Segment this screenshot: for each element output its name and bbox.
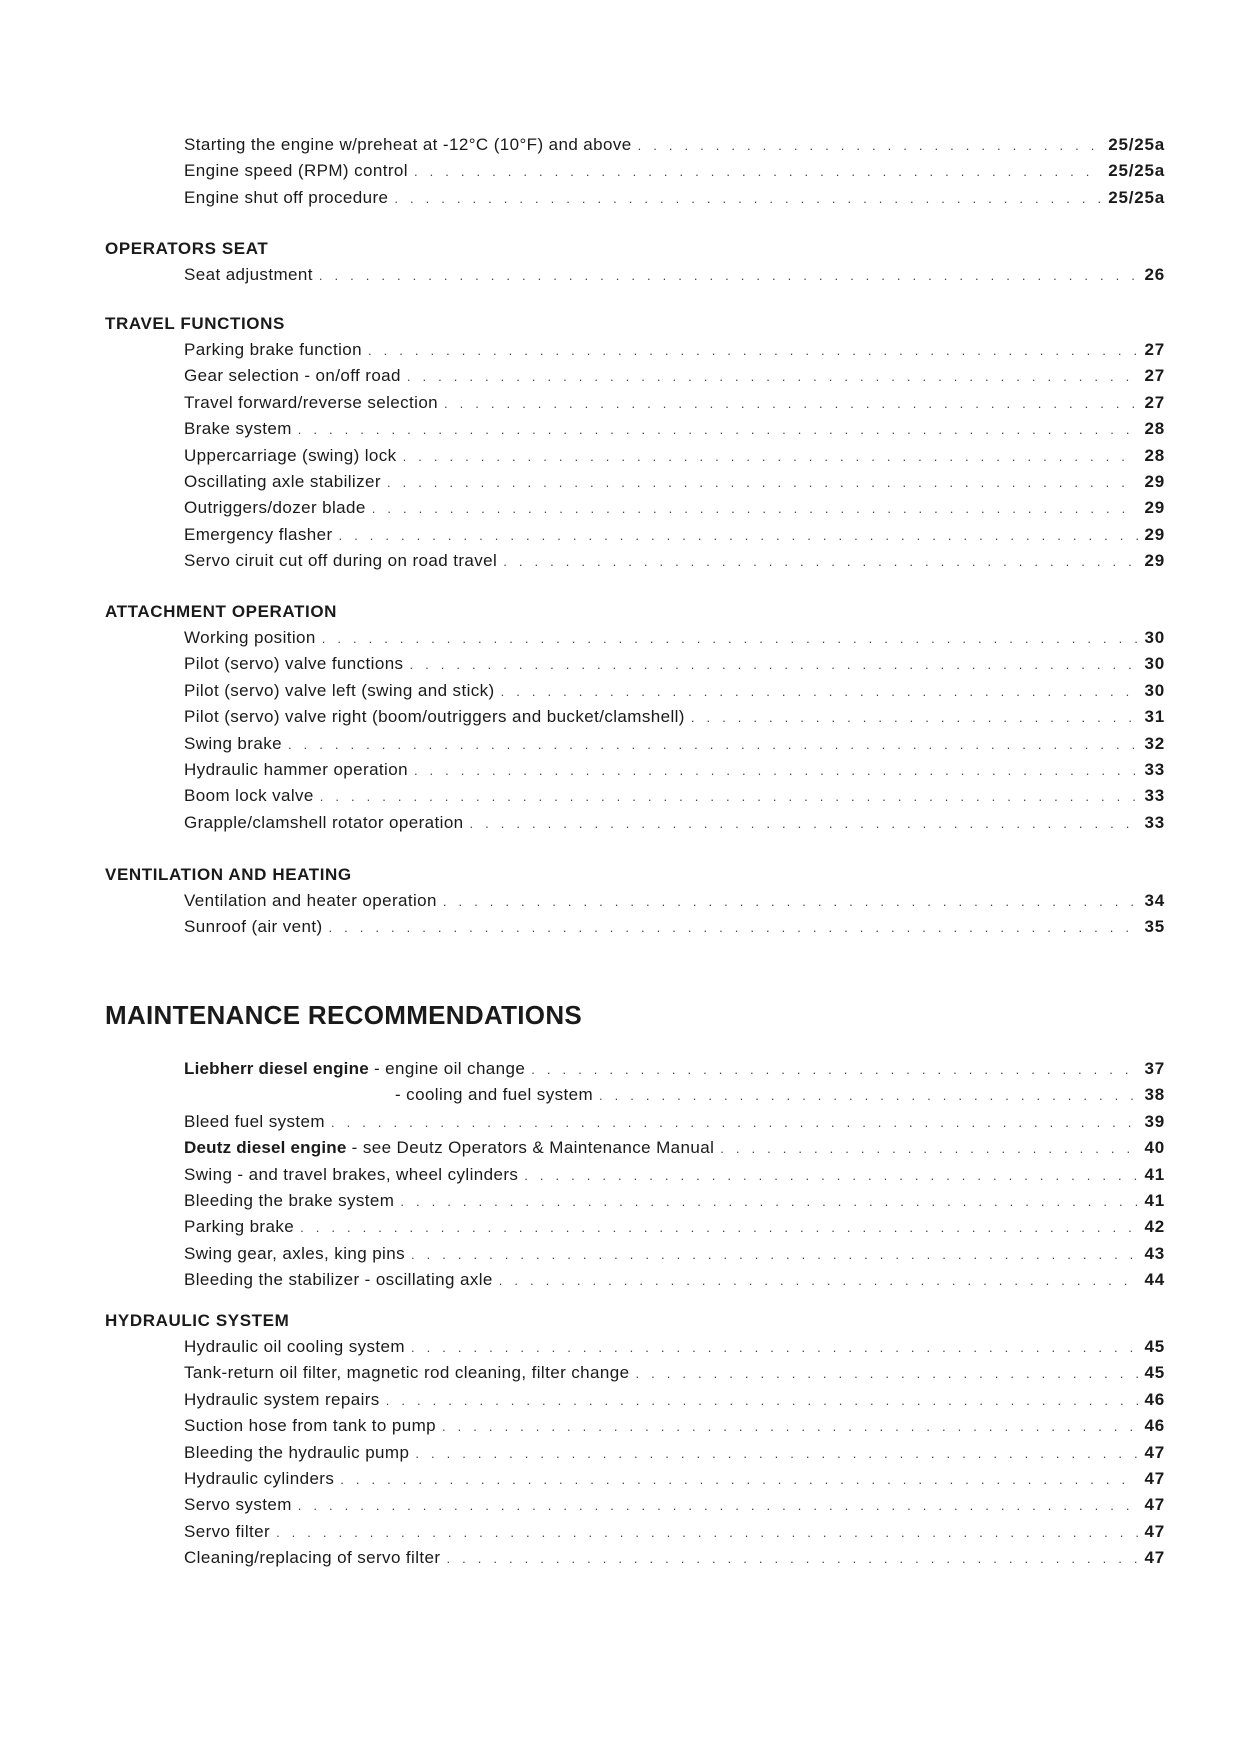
dot-leader	[415, 1441, 1138, 1467]
toc-entry[interactable]	[105, 1440, 1165, 1466]
toc-entry-title	[184, 1334, 405, 1360]
toc-entry-title-text: Hydraulic hammer operation	[184, 759, 408, 779]
toc-entry[interactable]	[105, 757, 1165, 783]
toc-page-number: 47	[1144, 1495, 1165, 1515]
dot-leader	[442, 1414, 1138, 1440]
dot-leader	[444, 391, 1138, 417]
toc-entry-title-text: Hydraulic oil cooling system	[184, 1337, 405, 1356]
dot-leader	[300, 1215, 1138, 1241]
toc-entry-title	[184, 1413, 436, 1439]
dot-leader	[386, 1388, 1139, 1414]
toc-entry[interactable]	[105, 495, 1165, 521]
toc-entry-title-text: Bleed fuel system	[184, 1111, 325, 1131]
toc-page-number: 43	[1144, 1243, 1165, 1263]
toc-entry-title-text: Servo system	[184, 1495, 292, 1515]
toc-entry-title	[184, 443, 397, 469]
toc-entry-title	[184, 1241, 405, 1267]
toc-entry-title	[184, 390, 438, 416]
toc-entry-title	[184, 337, 362, 363]
dot-leader	[499, 1268, 1139, 1294]
toc-page-number: 28	[1144, 445, 1165, 465]
dot-leader	[503, 549, 1138, 575]
toc-page-number: 33	[1144, 812, 1165, 832]
toc-page-number: 29	[1144, 498, 1165, 518]
dot-leader	[331, 1110, 1139, 1136]
toc-entry-title	[184, 625, 316, 651]
dot-leader	[411, 1242, 1138, 1268]
toc-page-number: 25/25a	[1108, 161, 1165, 181]
toc-entry-title	[184, 363, 401, 389]
dot-leader	[339, 523, 1139, 549]
toc-entry[interactable]	[105, 1162, 1165, 1188]
toc-page-number: 47	[1144, 1468, 1165, 1488]
toc-entry[interactable]	[105, 548, 1165, 574]
toc-page-number: 27	[1144, 340, 1165, 359]
toc-entry-title-text: Oscillating axle stabilizer	[184, 471, 381, 491]
toc-entry[interactable]	[105, 651, 1165, 677]
toc-page-number: 41	[1144, 1190, 1165, 1210]
toc-page-number: 25/25a	[1108, 135, 1165, 154]
toc-page-number: 25/25a	[1108, 187, 1165, 207]
toc-entry-title-text: Hydraulic cylinders	[184, 1468, 335, 1488]
toc-entry[interactable]	[105, 1387, 1165, 1413]
toc-entry-title-text: Tank-return oil filter, magnetic rod cleaning, filter change	[184, 1363, 630, 1383]
toc-page-number: 37	[1144, 1059, 1165, 1078]
toc-entry-title-text: Swing - and travel brakes, wheel cylinders	[184, 1164, 519, 1184]
toc-entry-title	[395, 1082, 593, 1108]
dot-leader	[414, 758, 1139, 784]
toc-page-number: 29	[1144, 471, 1165, 491]
toc-entry-title	[184, 704, 685, 730]
toc-page-number: 45	[1144, 1337, 1165, 1356]
toc-page-number: 40	[1144, 1138, 1165, 1158]
dot-leader	[322, 626, 1139, 652]
dot-leader	[320, 784, 1139, 810]
toc-entry-title-text: Pilot (servo) valve functions	[184, 654, 404, 674]
toc-entry-title	[184, 1387, 380, 1413]
dot-leader	[531, 1057, 1138, 1083]
toc-entry-title-text: Servo ciruit cut off during on road travel	[184, 551, 498, 571]
toc-entry-title	[184, 548, 497, 574]
toc-page-number: 45	[1144, 1363, 1165, 1383]
toc-entry-title	[184, 1360, 629, 1386]
toc-section-attachment-operation	[105, 599, 1165, 836]
toc-entry-title-text: Travel forward/reverse selection	[184, 392, 439, 412]
toc-section-travel-functions	[105, 311, 1165, 575]
toc-page-number: 33	[1144, 759, 1165, 779]
toc-entry-title-text: Pilot (servo) valve left (swing and stick)	[184, 680, 495, 700]
toc-entry-title-text: Bleeding the hydraulic pump	[184, 1442, 410, 1462]
toc-entry[interactable]	[105, 1466, 1165, 1492]
toc-entry-title	[184, 262, 313, 288]
toc-section-operators-seat	[105, 236, 1165, 288]
dot-leader	[340, 1467, 1138, 1493]
toc-entry-title-text: - cooling and fuel system	[395, 1085, 594, 1105]
dot-leader	[372, 496, 1139, 522]
toc-page-number: 30	[1144, 628, 1165, 647]
toc-entry[interactable]	[105, 625, 1165, 651]
toc-entry-title-text: Parking brake	[184, 1217, 295, 1237]
toc-page-number: 28	[1144, 419, 1165, 439]
toc-entry-title-text: Starting the engine w/preheat at -12°C (10°F) and above	[184, 135, 632, 154]
toc-section-heading: VENTILATION AND HEATING	[105, 865, 352, 884]
toc-entry-title	[184, 678, 495, 704]
toc-entry[interactable]	[105, 363, 1165, 389]
toc-entry[interactable]	[105, 810, 1165, 836]
dot-leader	[329, 915, 1139, 941]
toc-entry-title-text: Working position	[184, 628, 316, 647]
toc-entry-title	[184, 1519, 270, 1545]
toc-page-number: 32	[1144, 733, 1165, 753]
toc-page-number: 29	[1144, 551, 1165, 571]
toc-entry-title	[184, 158, 408, 184]
toc-entry-bold-title: Deutz diesel engine	[184, 1138, 347, 1158]
toc-entry-title-text: Sunroof (air vent)	[184, 917, 323, 937]
toc-entry-title-text: Bleeding the stabilizer - oscillating axle	[184, 1270, 493, 1290]
toc-entry-title	[184, 1545, 440, 1571]
toc-entry-title-text: - see Deutz Operators & Maintenance Manual	[346, 1138, 715, 1158]
toc-page-number: 39	[1144, 1111, 1165, 1131]
toc-page-number: 47	[1144, 1521, 1165, 1541]
dot-leader	[691, 705, 1139, 731]
toc-entry[interactable]	[105, 337, 1165, 363]
dot-leader	[470, 811, 1139, 837]
dot-leader	[638, 133, 1103, 159]
toc-entry-title	[184, 810, 464, 836]
toc-entry-title	[184, 1056, 525, 1082]
toc-section-ventilation-heating	[105, 862, 1165, 941]
toc-entry[interactable]	[105, 1056, 1165, 1082]
toc-page-number: 33	[1144, 786, 1165, 806]
toc-entry-title	[184, 495, 366, 521]
dot-leader	[409, 652, 1138, 678]
toc-page-number: 31	[1144, 707, 1165, 727]
dot-leader	[319, 263, 1139, 289]
toc-entry-title	[184, 522, 333, 548]
toc-entry-title-text: Swing gear, axles, king pins	[184, 1243, 405, 1263]
toc-entry-title	[184, 651, 403, 677]
toc-entry[interactable]	[105, 390, 1165, 416]
toc-entry[interactable]	[105, 132, 1165, 158]
toc-entry[interactable]	[105, 1545, 1165, 1571]
toc-entry-title-text: Grapple/clamshell rotator operation	[184, 812, 464, 832]
toc-entry-bold-title: Liebherr diesel engine	[184, 1059, 369, 1078]
toc-page-number: 30	[1144, 654, 1165, 674]
toc-entry-title	[184, 1188, 394, 1214]
dot-leader	[411, 1335, 1139, 1361]
toc-page-number: 42	[1144, 1217, 1165, 1237]
toc-entry-title	[184, 757, 408, 783]
toc-entry-title-text: Ventilation and heater operation	[184, 891, 437, 910]
toc-section-heading: HYDRAULIC SYSTEM	[105, 1311, 290, 1330]
toc-page-number: 34	[1144, 891, 1165, 910]
toc-entry-title-text: Emergency flasher	[184, 524, 333, 544]
toc-entry[interactable]	[105, 783, 1165, 809]
dot-leader	[387, 470, 1139, 496]
toc-entry-title	[184, 185, 388, 211]
toc-entry-title-text: Engine shut off procedure	[184, 187, 389, 207]
toc-entry-title	[184, 1214, 294, 1240]
toc-entry[interactable]	[105, 469, 1165, 495]
toc-entry-title-text: Parking brake function	[184, 340, 362, 359]
toc-entry-title-text: Swing brake	[184, 733, 282, 753]
toc-entry[interactable]	[105, 1413, 1165, 1439]
dot-leader	[368, 338, 1139, 364]
toc-entry[interactable]	[105, 262, 1165, 288]
toc-entry[interactable]	[105, 1214, 1165, 1240]
dot-leader	[443, 889, 1139, 915]
toc-entry[interactable]	[105, 704, 1165, 730]
toc-entry-title	[184, 914, 323, 940]
dot-leader	[501, 679, 1139, 705]
toc-entry-title-text: Servo filter	[184, 1521, 271, 1541]
toc-section-engine	[105, 132, 1165, 211]
toc-entry-title-text: Cleaning/replacing of servo filter	[184, 1548, 441, 1568]
toc-entry-title-text: Boom lock valve	[184, 786, 314, 806]
toc-entry-title	[184, 731, 282, 757]
toc-entry-title-text: Hydraulic system repairs	[184, 1389, 380, 1409]
toc-entry-title-text: - engine oil change	[368, 1059, 526, 1078]
toc-entry-title-text: Seat adjustment	[184, 265, 313, 284]
toc-entry[interactable]	[105, 416, 1165, 442]
toc-entry-title	[184, 469, 381, 495]
dot-leader	[298, 1493, 1139, 1519]
toc-section-heading: OPERATORS SEAT	[105, 239, 269, 258]
dot-leader	[599, 1083, 1138, 1109]
toc-entry[interactable]	[105, 888, 1165, 914]
toc-entry[interactable]	[105, 1492, 1165, 1518]
toc-entry-title-text: Bleeding the brake system	[184, 1190, 395, 1210]
toc-entry-title	[184, 132, 632, 158]
toc-entry-title-text: Outriggers/dozer blade	[184, 498, 366, 518]
toc-entry[interactable]	[105, 678, 1165, 704]
toc-page-number: 47	[1144, 1548, 1165, 1568]
toc-page-number: 27	[1144, 392, 1165, 412]
toc-page-number: 30	[1144, 680, 1165, 700]
dot-leader	[400, 1189, 1138, 1215]
toc-entry[interactable]	[105, 158, 1165, 184]
toc-entry-title-text: Brake system	[184, 419, 292, 439]
toc-entry[interactable]	[105, 1267, 1165, 1293]
toc-entry[interactable]	[105, 731, 1165, 757]
toc-page-number: 44	[1144, 1270, 1165, 1290]
toc-entry-title-text: Pilot (servo) valve right (boom/outriggers and bucket/clamshell)	[184, 707, 685, 727]
toc-entry-title	[184, 1162, 518, 1188]
toc-entry[interactable]	[105, 1135, 1165, 1161]
dot-leader	[288, 732, 1139, 758]
toc-entry-title	[184, 1440, 409, 1466]
toc-entry-title	[184, 1109, 325, 1135]
toc-entry-title	[184, 416, 292, 442]
toc-entry-title-text: Engine speed (RPM) control	[184, 161, 408, 181]
toc-entry[interactable]	[105, 1334, 1165, 1360]
dot-leader	[407, 364, 1139, 390]
toc-entry-title-text: Suction hose from tank to pump	[184, 1416, 437, 1436]
toc-section-maintenance	[105, 1056, 1165, 1294]
dot-leader	[414, 159, 1102, 185]
dot-leader	[394, 186, 1102, 212]
toc-entry[interactable]	[105, 1360, 1165, 1386]
toc-entry[interactable]	[105, 443, 1165, 469]
toc-page-number: 29	[1144, 524, 1165, 544]
toc-entry[interactable]	[105, 1109, 1165, 1135]
toc-entry-title	[184, 1492, 292, 1518]
toc-page-number: 46	[1144, 1389, 1165, 1409]
toc-section-heading: TRAVEL FUNCTIONS	[105, 314, 285, 333]
toc-entry[interactable]	[105, 1241, 1165, 1267]
toc-entry[interactable]	[105, 185, 1165, 211]
toc-entry[interactable]	[105, 1519, 1165, 1545]
toc-entry-title	[184, 888, 437, 914]
toc-page-number: 35	[1144, 917, 1165, 937]
toc-entry-title	[184, 1267, 493, 1293]
dot-leader	[276, 1520, 1138, 1546]
dot-leader	[524, 1163, 1138, 1189]
maintenance-heading: MAINTENANCE RECOMMENDATIONS	[105, 1000, 583, 1030]
toc-entry-title	[184, 783, 314, 809]
toc-section-hydraulic-system	[105, 1308, 1165, 1572]
toc-page-number: 27	[1144, 366, 1165, 386]
toc-entry[interactable]	[105, 914, 1165, 940]
toc-entry-title	[184, 1135, 714, 1161]
toc-page-number: 41	[1144, 1164, 1165, 1184]
dot-leader	[403, 444, 1139, 470]
toc-page-number: 47	[1144, 1442, 1165, 1462]
dot-leader	[298, 417, 1139, 443]
dot-leader	[635, 1361, 1138, 1387]
toc-entry-title-text: Gear selection - on/off road	[184, 366, 401, 386]
toc-entry-title	[184, 1466, 334, 1492]
toc-section-heading: ATTACHMENT OPERATION	[105, 602, 338, 621]
toc-entry[interactable]	[105, 522, 1165, 548]
toc-page-number: 26	[1144, 265, 1165, 284]
dot-leader	[446, 1546, 1138, 1572]
dot-leader	[720, 1136, 1138, 1162]
toc-entry[interactable]	[105, 1188, 1165, 1214]
toc-page-number: 46	[1144, 1416, 1165, 1436]
toc-entry[interactable]	[105, 1082, 1165, 1108]
toc-page-number: 38	[1144, 1085, 1165, 1105]
toc-entry-title-text: Uppercarriage (swing) lock	[184, 445, 397, 465]
